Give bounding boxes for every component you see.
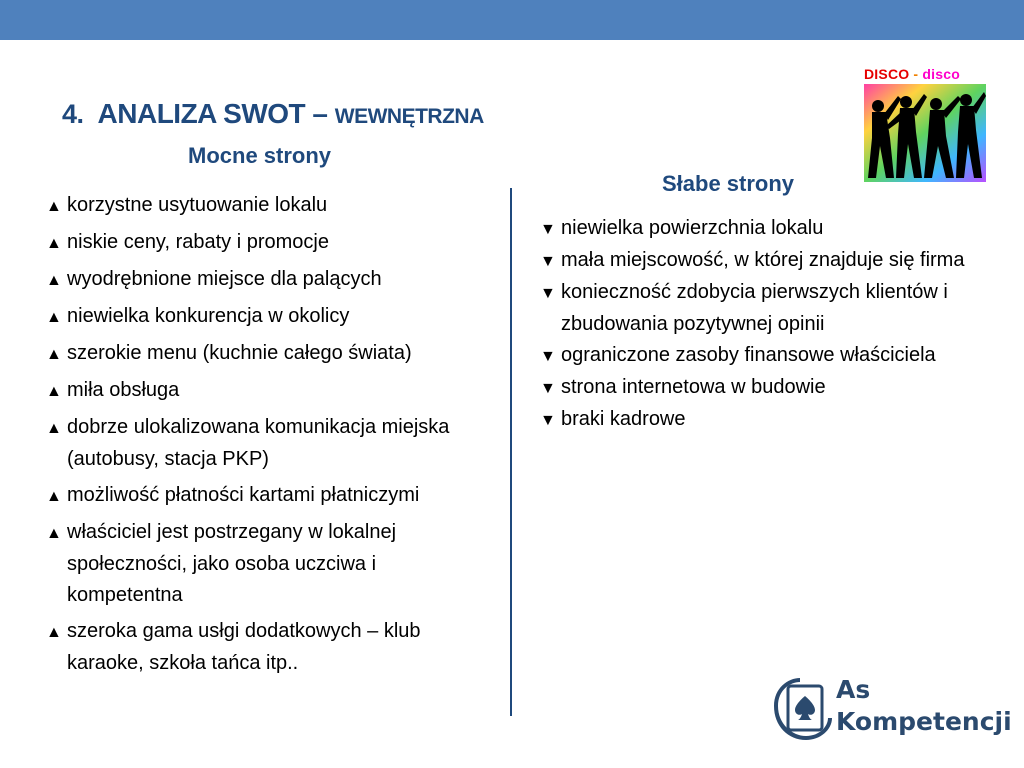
triangle-up-icon: ▲ [46,383,62,400]
triangle-down-icon: ▼ [540,285,556,302]
weakness-item: ▼ konieczność zdobycia pierwszych klientów i zbudowania pozytywnej opinii [540,277,980,340]
top-bar [0,0,1024,40]
slide-title [62,98,484,130]
triangle-down-icon: ▼ [540,221,556,238]
triangle-down-icon: ▼ [540,253,556,270]
strength-item: ▲ możliwość płatności kartami płatniczymi [46,480,486,512]
title-number: 4. [62,99,84,129]
title-sub: WEWNĘTRZNA [334,105,484,128]
triangle-up-icon: ▲ [46,346,62,363]
weakness-item: ▼ mała miejscowość, w której znajduje się firma [540,245,980,277]
triangle-up-icon: ▲ [46,525,62,542]
strength-item: ▲ niskie ceny, rabaty i promocje [46,227,486,259]
strength-item: ▲ miła obsługa [46,375,486,407]
strength-item: ▲ korzystne usytuowanie lokalu [46,190,486,222]
card-spade-icon [766,670,832,746]
disco-dancers-image [864,66,986,182]
strength-item: ▲ dobrze ulokalizowana komunikacja miejska (autobusy, stacja PKP) [46,412,486,475]
strength-item: ▲ właściciel jest postrzegany w lokalnej społeczności, jako osoba uczciwa i kompetentna [46,517,486,611]
weaknesses-list [540,213,980,436]
strength-item: ▲ szerokie menu (kuchnie całego świata) [46,338,486,370]
disco-label: DISCO - disco [864,66,960,82]
logo-line-1: As [836,675,871,704]
weakness-item: ▼ ograniczone zasoby finansowe właściciela [540,340,980,372]
weakness-item: ▼ niewielka powierzchnia lokalu [540,213,980,245]
column-divider [510,188,512,716]
logo-text [836,674,1012,738]
strengths-list [46,190,486,684]
dancers-silhouette-icon [864,66,986,182]
triangle-up-icon: ▲ [46,272,62,289]
triangle-down-icon: ▼ [540,348,556,365]
strengths-heading: Mocne strony [188,143,332,168]
strength-item: ▲ wyodrębnione miejsce dla palących [46,264,486,296]
triangle-down-icon: ▼ [540,412,556,429]
triangle-up-icon: ▲ [46,488,62,505]
triangle-up-icon: ▲ [46,198,62,215]
logo-line-2: Kompetencji [836,707,1012,736]
triangle-down-icon: ▼ [540,380,556,397]
triangle-up-icon: ▲ [46,624,62,641]
triangle-up-icon: ▲ [46,235,62,252]
strength-item: ▲ szeroka gama usłgi dodatkowych – klub karaoke, szkoła tańca itp.. [46,616,486,679]
weakness-item: ▼ braki kadrowe [540,404,980,436]
weakness-item: ▼ strona internetowa w budowie [540,372,980,404]
weaknesses-heading: Słabe strony [662,171,795,196]
strength-item: ▲ niewielka konkurencja w okolicy [46,301,486,333]
title-main: ANALIZA SWOT – [97,98,335,129]
triangle-up-icon: ▲ [46,420,62,437]
as-kompetencji-logo [766,666,1012,748]
triangle-up-icon: ▲ [46,309,62,326]
